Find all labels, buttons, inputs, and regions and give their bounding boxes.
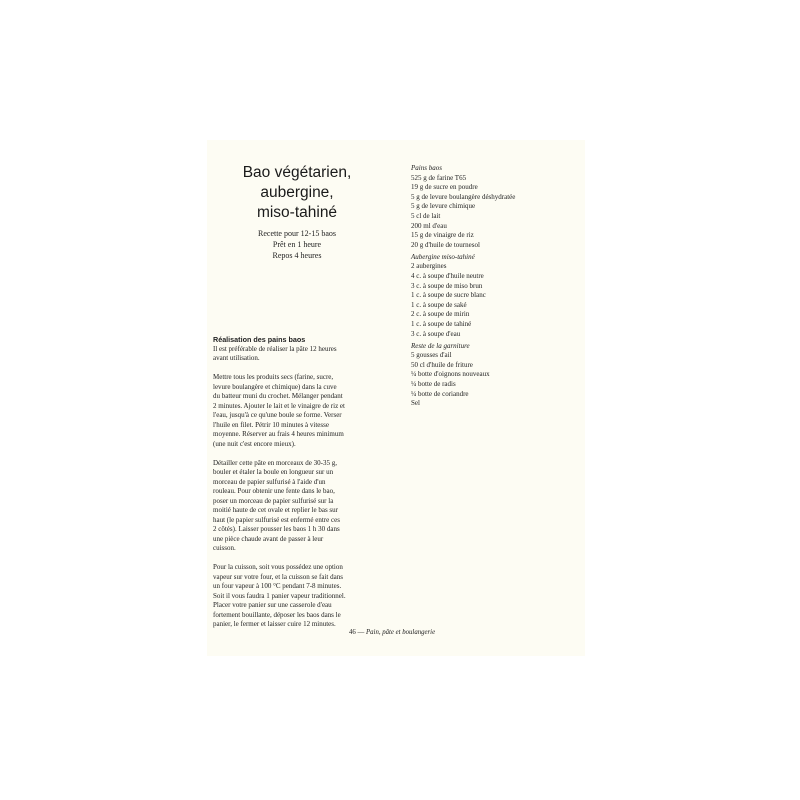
text-line: moyenne. Réserver au frais 4 heures minimum [213,430,344,438]
method-column [213,335,389,639]
ingredient-item: 1 c. à soupe de tahiné [411,320,472,328]
ingredient-group [411,253,581,339]
ingredient-item: 50 cl d'huile de friture [411,360,473,369]
title-line: aubergine, [260,184,334,201]
ingredient-item: 1 c. à soupe de sucre blanc [411,291,486,300]
text-line: Détailler cette pâte en morceaux de 30-35 g, [213,458,337,467]
ingredient-item: 3 c. à soupe d'eau [411,329,461,338]
ingredient-group-heading: Pains baos [411,164,442,172]
ingredient-group-heading: Aubergine miso-tahiné [411,252,475,261]
text-line: Il est préférable de réaliser la pâte 12 heures [213,344,337,353]
ingredient-item: ¼ botte de coriandre [411,389,469,398]
text-line: une pièce chaude avant de passer à leur [213,534,324,543]
text-line: un four vapeur à 100 °C pendant 7-8 minutes. [213,582,342,590]
text-line: panier, le fermer et laisser cuire 12 minutes. [213,620,336,628]
recipe-meta [209,228,385,261]
ready-time-text: Prêt en 1 heure [272,240,322,249]
text-line: 2 minutes. Ajouter le lait et le vinaigre de riz et [213,401,345,410]
ingredient-group [411,342,581,409]
text-line: Placer votre panier sur une casserole d'eau [213,601,332,609]
book-page [207,140,585,656]
method-paragraph [213,459,389,554]
text-line: levure boulangère et chimique) dans la cuve [213,382,337,391]
text-line: avant utilisation. [213,354,260,362]
ingredient-item: 5 cl de lait [411,211,441,220]
title-line: miso-tahiné [256,204,338,221]
ingredient-item: ¼ botte d'oignons nouveaux [411,370,490,379]
ingredient-item: 3 c. à soupe de miso brun [411,281,483,290]
ingredient-item: 1 c. à soupe de saké [411,300,467,309]
text-line: Pour la cuisson, soit vous possédez une option [213,563,343,571]
ingredient-group-heading: Reste de la garniture [411,341,470,350]
page-number: 46 — [349,629,365,636]
text-line: fortement bouillante, déposer les baos dans le [213,610,341,619]
ingredient-item: 5 g de levure chimique [411,202,476,211]
ingredients-column [411,164,581,411]
ingredient-group [411,164,581,250]
ingredient-item: 20 g d'huile de tournesol [411,240,480,249]
ingredient-item: 200 ml d'eau [411,221,447,230]
text-line: (une nuit c'est encore mieux). [213,439,296,448]
ingredient-item: ¼ botte de radis [411,380,456,389]
ingredient-item: 2 c. à soupe de mirin [411,310,470,319]
ingredient-item: 5 g de levure boulangère déshydratée [411,192,516,201]
ingredient-item: 2 aubergines [411,262,447,271]
ingredient-item: 525 g de farine T65 [411,173,467,182]
recipe-title [209,163,385,223]
ingredient-item: 19 g de sucre en poudre [411,183,478,192]
title-line: Bao végétarien, [242,164,352,181]
section-name: Pain, pâte et boulangerie [366,629,436,636]
text-line: Soit il vous faudra 1 panier vapeur traditionnel. [213,591,346,600]
text-line: 2 côtés). Laisser pousser les baos 1 h 30 dans [213,525,340,533]
method-paragraph [213,345,389,364]
text-line: du batteur muni du crochet. Mélanger pendant [213,392,343,400]
text-line: vapeur sur votre four, et la cuisson se fait dans [213,572,343,581]
method-heading: Réalisation des pains baos [213,335,306,344]
text-line: moitié haute de cet ovale et replier le bas sur [213,506,338,514]
ingredient-item: 5 gousses d'ail [411,351,452,360]
page-footer [349,629,549,636]
rest-time-text: Repos 4 heures [272,251,322,260]
text-line: l'huile en filet. Pétrir 10 minutes à vitesse [213,420,329,429]
text-line: morceau de papier sulfurisé à l'aide d'un [213,477,326,486]
servings-text: Recette pour 12-15 baos [258,229,336,238]
text-line: Mettre tous les produits secs (farine, sucre, [213,373,334,381]
text-line: rouleau. Pour obtenir une fente dans le bao, [213,487,335,495]
ingredient-item: Sel [411,399,420,408]
ingredient-item: 15 g de vinaigre de riz [411,231,474,240]
method-paragraph [213,373,389,449]
text-line: poser un morceau de papier sulfurisé sur la [213,496,334,505]
text-line: cuisson. [213,544,236,552]
method-paragraph [213,563,389,630]
text-line: l'eau, jusqu'à ce qu'une boule se forme. Verser [213,411,342,419]
ingredient-item: 4 c. à soupe d'huile neutre [411,272,484,281]
text-line: haut (le papier sulfurisé est enfermé entre ces [213,515,340,524]
text-line: bouler et étaler la boule en longueur sur un [213,468,334,476]
